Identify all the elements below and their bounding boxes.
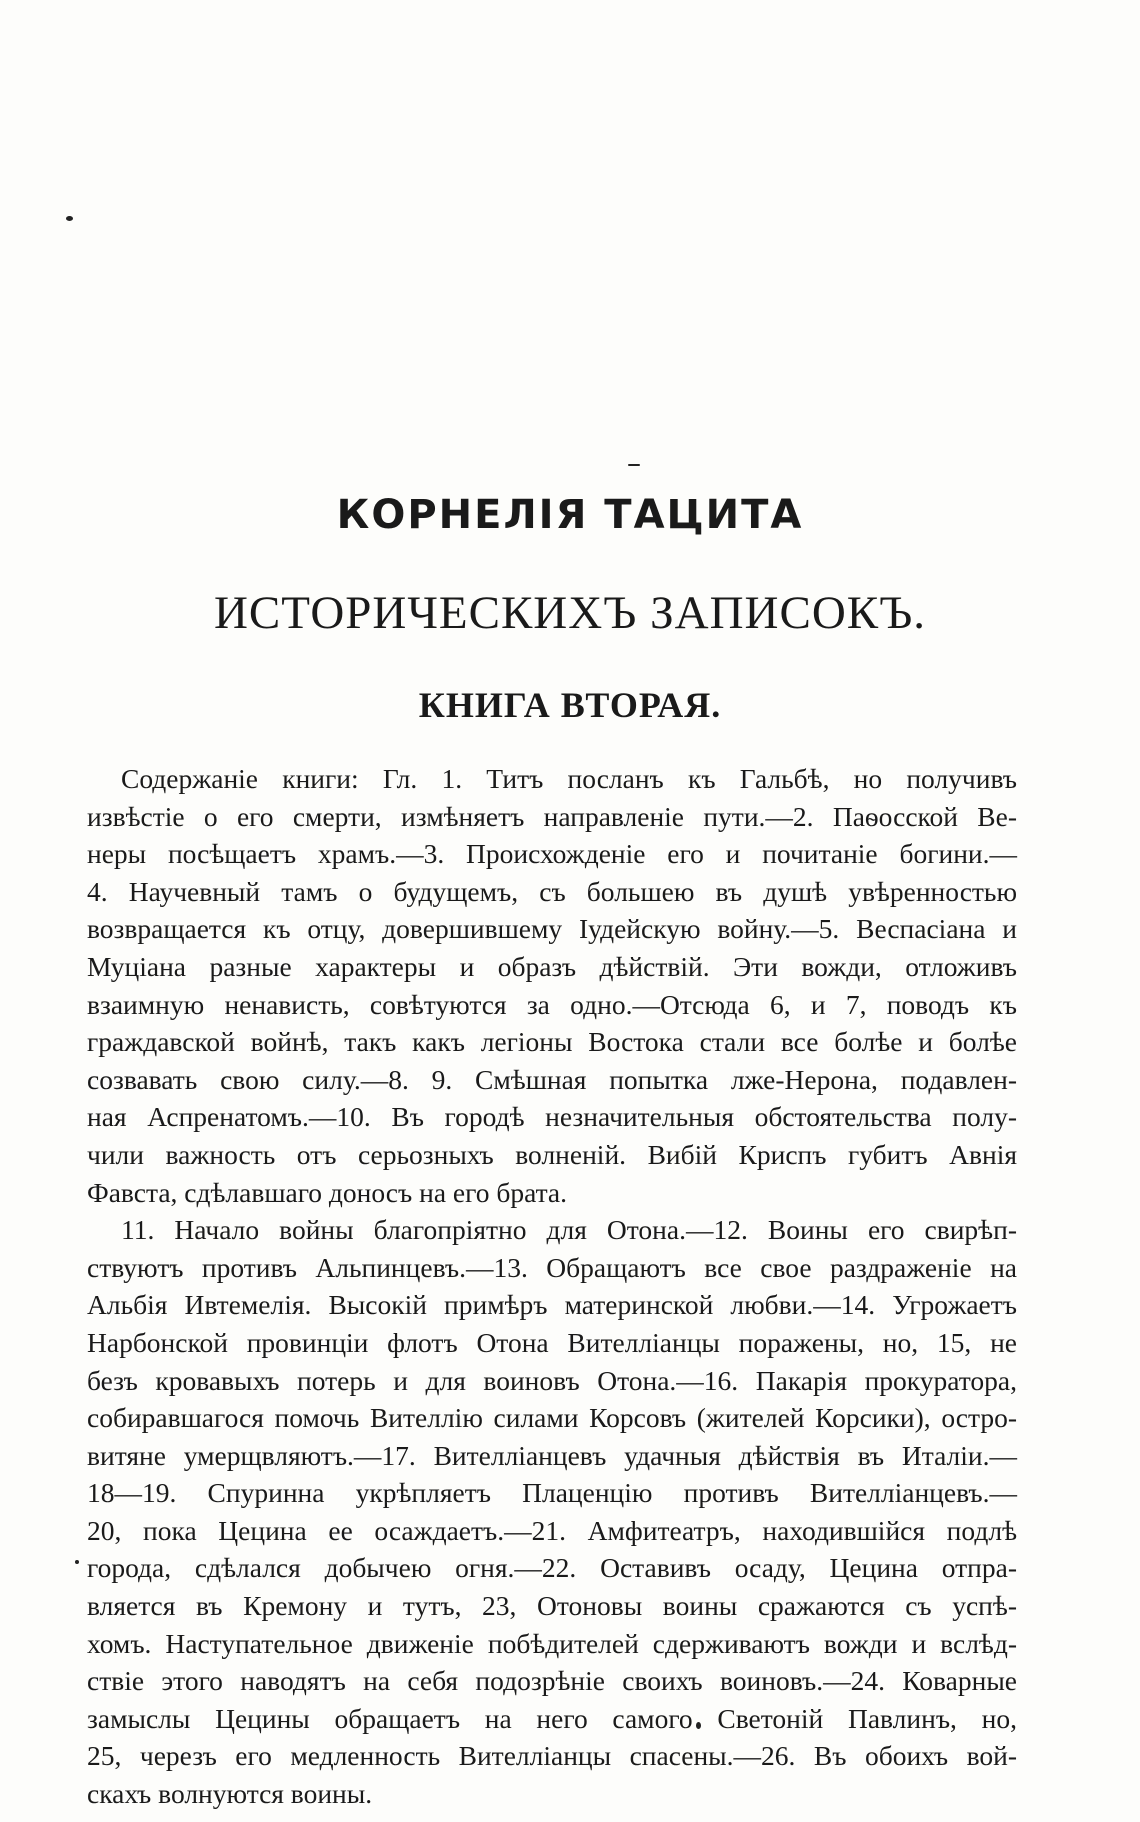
contents-paragraph-2: [87, 1211, 1017, 1813]
text-line: 11. Начало войны благопріятно для Отона.—12. Воины его свирѣп-: [121, 1214, 1017, 1246]
contents-paragraph-1: [87, 760, 1017, 1211]
author-heading: КОРНЕЛІЯ ТАЦИТА: [336, 492, 804, 538]
text-line: ная Аспренатомъ.—10. Въ городѣ незначительныя обстоятельства полу-: [87, 1101, 1017, 1133]
text-line: Муціана разные характеры и образъ дѣйствій. Эти вожди, отложивъ: [87, 950, 1017, 982]
text-line: Альбія Ивтемелія. Высокій примѣръ материнской любви.—14. Угрожаетъ: [87, 1289, 1017, 1321]
text-line: хомъ. Наступательное движеніе побѣдителей сдерживаютъ вожди и вслѣд-: [87, 1627, 1017, 1659]
text-line: витяне умерщвляютъ.—17. Вителліанцевъ удачныя дѣйствія въ Италіи.—: [87, 1439, 1017, 1471]
text-line: скахъ волнуются воины.: [87, 1778, 373, 1810]
text-line: вляется въ Кремону и тутъ, 23, Отоновы воины сражаются съ успѣ-: [87, 1590, 1017, 1622]
text-line: неры посѣщаетъ храмъ.—3. Происхожденіе его и почитаніе богини.—: [87, 838, 1017, 870]
text-line: Содержаніе книги: Гл. 1. Титъ посланъ къ Гальбѣ, но получивъ: [121, 763, 1017, 794]
ink-speck: [66, 216, 73, 221]
text-line: 18—19. Спуринна укрѣпляетъ Плаценцію противъ Вителліанцевъ.—: [87, 1477, 1017, 1509]
text-line: безъ кровавыхъ потерь и для воиновъ Отона.—16. Пакарія прокуратора,: [87, 1364, 1017, 1396]
text-line: созвавать свою силу.—8. 9. Смѣшная попытка лже-Нерона, подавлен-: [87, 1063, 1017, 1095]
work-heading: ИСТОРИЧЕСКИХЪ ЗАПИСОКЪ.: [213, 587, 927, 639]
text-line: 25, черезъ его медленность Вителліанцы спасены.—26. Въ обоихъ вой-: [87, 1740, 1017, 1772]
text-line: возвращается къ отцу, довершившему Іудейскую войну.—5. Веспасіана и: [87, 913, 1017, 945]
text-line: 20, пока Цецина ее осаждаетъ.—21. Амфитеатръ, находившійся подлѣ: [87, 1514, 1017, 1546]
text-line: города, сдѣлался добычею огня.—22. Оставивъ осаду, Цецина отпра-: [87, 1552, 1017, 1584]
text-line: Фавста, сдѣлавшаго доносъ на его брата.: [87, 1176, 568, 1208]
text-line: взаимную ненависть, совѣтуются за одно.—Отсюда 6, и 7, поводъ къ: [87, 988, 1017, 1020]
text-line: ствіе этого наводятъ на себя подозрѣніе своихъ воиновъ.—24. Коварные: [87, 1665, 1017, 1697]
text-line: замыслы Цецины обращаетъ на него самого Светоній Павлинъ, но,: [87, 1702, 1017, 1734]
book-heading: КНИГА ВТОРАЯ.: [418, 685, 722, 725]
text-line: извѣстіе о его смерти, измѣняетъ направленіе пути.—2. Паѳосской Ве-: [87, 800, 1017, 832]
text-line: 4. Научевный тамъ о будущемъ, съ большею въ душѣ увѣренностью: [87, 875, 1017, 907]
text-line: собиравшагося помочь Вителлію силами Корсовъ (жителей Корсики), остро-: [87, 1402, 1017, 1434]
ink-speck: [75, 1560, 79, 1564]
text-line: чили важность отъ серьозныхъ волненій. Вибій Криспъ губитъ Авнія: [87, 1138, 1017, 1170]
text-line: Нарбонской провинціи флотъ Отона Вителліанцы поражены, но, 15, не: [87, 1326, 1017, 1358]
contents-summary: [87, 760, 1017, 1813]
text-line: граждавской войнѣ, такъ какъ легіоны Востока стали все болѣе и болѣе: [87, 1026, 1017, 1058]
ink-speck: [628, 464, 640, 466]
text-line: ствуютъ противъ Альпинцевъ.—13. Обращаютъ все свое раздраженіе на: [87, 1251, 1017, 1283]
